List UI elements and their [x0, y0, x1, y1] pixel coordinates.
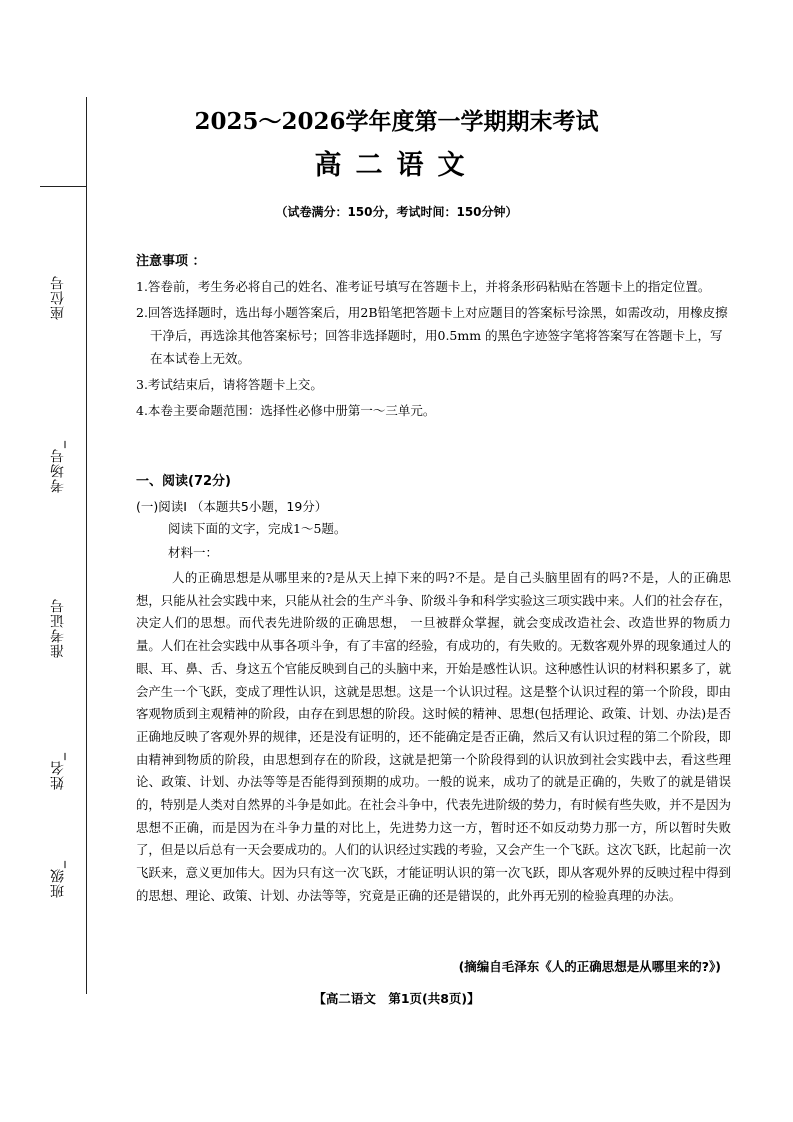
class-label: 班级_ — [50, 860, 66, 898]
section-heading: 一、阅读(72分) — [136, 474, 231, 489]
instruction: 阅读下面的文字，完成1～5题。 — [168, 521, 347, 536]
page-footer: 【高二语文 第1页(共8页)】 — [313, 991, 480, 1006]
notice-item: 2.回答选择题时，选出每小题答案后，用2B铅笔把答题卡上对应题目的答案标号涂黑，如需改动，用橡皮擦干净后，再选涂其他答案标号；回答非选择题时，用0.5mm 的黑色字迹签字笔将答案写在答题卡上，写在本试卷上无效。 — [136, 305, 728, 366]
notice-list — [136, 275, 730, 422]
admission-number-label: 准考证号 — [50, 598, 66, 658]
source-citation: (摘编自毛泽东《人的正确思想是从哪里来的?》) — [458, 959, 721, 974]
exam-title: 2025～2026学年度第一学期期末考试 — [194, 108, 599, 135]
seat-number-label: 座位号 — [50, 275, 66, 320]
subsection-heading: (一)阅读I （本题共5小题，19分） — [136, 499, 328, 514]
notice-item: 4.本卷主要命题范围：选择性必修中册第一～三单元。 — [136, 403, 436, 418]
exam-meta: （试卷满分：150分，考试时间：150分钟） — [275, 205, 518, 219]
material-body: 人的正确思想是从哪里来的?是从天上掉下来的吗?不是。是自己头脑里固有的吗?不是，人的正确思想，只能从社会实践中来，只能从社会的生产斗争、阶级斗争和科学实验这三项实践中来。人们的社会存在，决定人们的思想。而代表先进阶级的正确思想， 一旦被群众掌握，就会变成改造社会、改造世界的物质力量。人们在社会实践中从事各项斗争，有了丰富的经验，有成功的，有失败的。无数客观外界的现象通过人的眼、耳、鼻、舌、身这五个官能反映到自己的头脑中来，开始是感性认识。这种感性认识的材料积累多了，就会产生一个飞跃，变成了理性认识，这就是思想。这是一个认识过程。这是整个认识过程的第一个阶段，即由客观物质到主观精神的阶段，由存在到思想的阶段。这时候的精神、思想(包括理论、政策、计划、办法)是否正确地反映了客观外界的规律，还是没有证明的，还不能确定是否正确，然后又有认识过程的第二个阶段，即由精神到物质的阶段，由思想到存在的阶段，这就是把第一个阶段得到的认识放到社会实践中去，看这些理论、政策、计划、办法等等是否能得到预期的成功。一般的说来，成功了的就是正确的，失败了的就是错误的，特别是人类对自然界的斗争是如此。在社会斗争中，代表先进阶级的势力，有时候有些失败，并不是因为思想不正确，而是因为在斗争力量的对比上，先进势力这一方，暂时还不如反动势力那一方，所以暂时失败了，但是以后总有一天会要成功的。人们的认识经过实践的考验，又会产生一个飞跃。这次飞跃，比起前一次飞跃来，意义更加伟大。因为只有这一次飞跃，才能证明认识的第一次飞跃，即从客观外界的反映过程中得到的思想、理论、政策、计划、办法等等，究竟是正确的还是错误的，此外再无别的检验真理的办法。 — [136, 570, 731, 903]
material-label: 材料一： — [168, 545, 219, 560]
name-label: 姓名_ — [50, 752, 66, 790]
subject-title: 高二语文 — [314, 150, 479, 181]
notice-heading: 注意事项 ： — [136, 254, 206, 269]
exam-room-label: 考场号_ — [50, 440, 66, 493]
notice-item: 3.考试结束后，请将答题卡上交。 — [136, 377, 323, 392]
binding-line — [86, 97, 87, 994]
binding-tick — [40, 186, 87, 187]
notice-item: 1.答卷前，考生务必将自己的姓名、准考证号填写在答题卡上，并将条形码粘贴在答题卡上的指定位置。 — [136, 279, 711, 294]
